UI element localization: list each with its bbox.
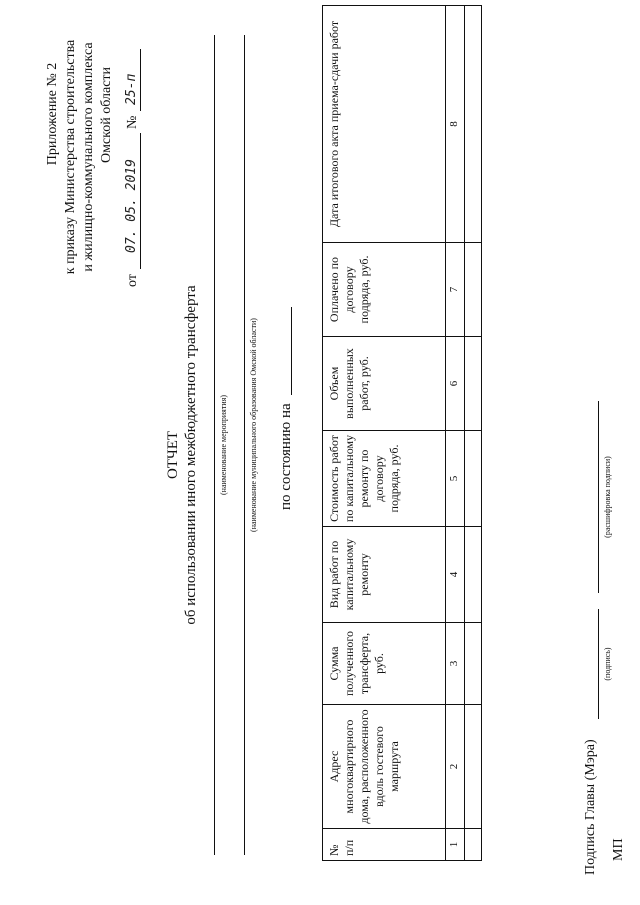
table-cell (464, 337, 481, 431)
column-number-row (446, 6, 465, 861)
caption-event: (наименование мероприятия) (219, 395, 228, 495)
table-cell (464, 527, 481, 623)
column-number: 5 (446, 431, 465, 527)
column-number: 8 (446, 6, 465, 243)
table-cell (464, 6, 481, 243)
stamp-place: МП (611, 838, 626, 861)
header-work-type: Вид работ по капитальному ремонту (323, 527, 446, 623)
approval-line-4: Омской области (99, 66, 114, 164)
header-number: № п/п (323, 829, 446, 861)
approval-number-prefix: № (125, 115, 140, 129)
approval-date-underline (140, 133, 141, 269)
header-work-cost: Стоимость работ по капитальному ремонту по договору подряда, руб. (323, 431, 446, 527)
table-row (464, 6, 481, 861)
approval-line-3: и жилищно-коммунального комплекса (81, 42, 96, 272)
header-work-volume: Объем выполненных работ, руб. (323, 337, 446, 431)
table-cell (464, 829, 481, 861)
caption-signature: (подпись) (603, 647, 612, 681)
table-cell (464, 431, 481, 527)
caption-municipality: (наименование муниципального образования Омской области) (249, 318, 258, 532)
header-address: Адрес многоквартирного дома, расположенного вдоль гостевого маршрута (323, 705, 446, 829)
municipality-name-line (244, 35, 245, 855)
approval-number-underline (140, 49, 141, 111)
signature-line (598, 609, 599, 719)
header-act-date: Дата итогового акта приема-сдачи работ (323, 6, 446, 243)
as-of-label: по состоянию на (278, 403, 294, 510)
header-transfer-sum: Сумма полученного трансферта, руб. (323, 623, 446, 705)
column-number: 1 (446, 829, 465, 861)
column-number: 6 (446, 337, 465, 431)
signature-label: Подпись Главы (Мэра) (583, 739, 598, 875)
approval-date-prefix: от (125, 274, 140, 287)
approval-line-2: к приказу Министерства строительства (63, 39, 78, 275)
header-paid: Оплачено по договору подряда, руб. (323, 243, 446, 337)
table-cell (464, 705, 481, 829)
table-cell (464, 623, 481, 705)
report-table (322, 5, 482, 861)
caption-signature-decode: (расшифровка подписи) (603, 456, 612, 538)
column-number: 2 (446, 705, 465, 829)
report-subtitle: об использовании иного межбюджетного трансферта (183, 285, 199, 625)
signature-decode-line (598, 401, 599, 593)
event-name-line (214, 35, 215, 855)
as-of-date-line (291, 307, 292, 395)
table-header-row (323, 6, 446, 861)
approval-number-value: 25-п (124, 73, 139, 105)
column-number: 4 (446, 527, 465, 623)
approval-line-1: Приложение № 2 (45, 62, 60, 166)
column-number: 7 (446, 243, 465, 337)
column-number: 3 (446, 623, 465, 705)
report-title: ОТЧЕТ (165, 430, 181, 480)
approval-date-value: 07. 05. 2019 (124, 159, 139, 253)
table-cell (464, 243, 481, 337)
